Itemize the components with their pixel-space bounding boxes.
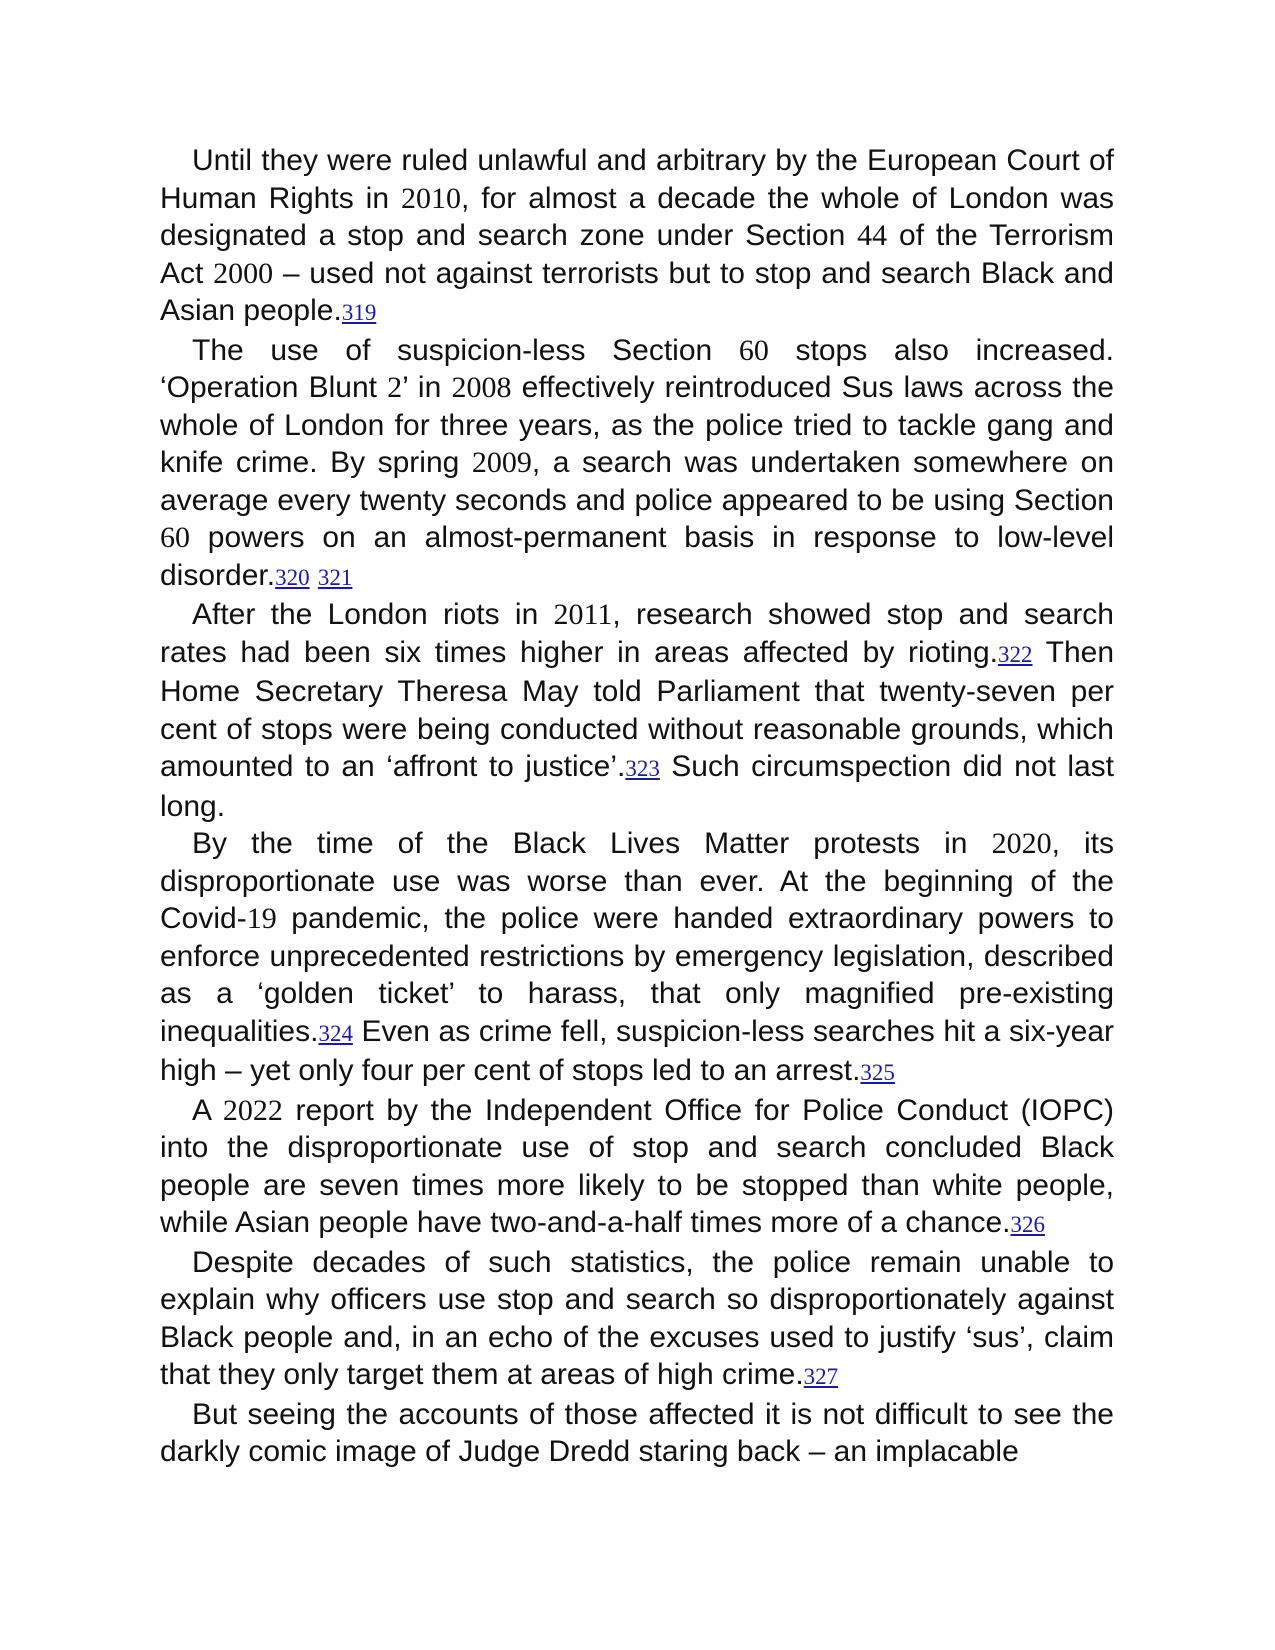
- footnote-link[interactable]: 322: [998, 641, 1033, 667]
- text-segment: Until they were ruled unlawful and arbitrary by the European Court of Human Rights in: [160, 144, 1114, 215]
- text-segment: , for almost a decade the whole of London was designated a stop and search zone under Section: [160, 181, 1114, 252]
- text-segment: A: [192, 1093, 223, 1127]
- footnote-link[interactable]: 324: [318, 1020, 353, 1046]
- text-segment: – used not against terrorists but to stop and search Black and Asian people.: [160, 256, 1114, 327]
- text-segment: Then Home Secretary Theresa May told Parliament that twenty-seven per cent of stops were being conducted without reasonable grounds, which amounted to an ‘affront to justice’.: [160, 635, 1114, 783]
- paragraph: [160, 596, 1114, 825]
- numeral: 2022: [222, 1093, 283, 1127]
- numeral: 2: [387, 371, 403, 404]
- footnote-link[interactable]: 325: [860, 1060, 895, 1085]
- text-segment: , research showed stop and search rates had been six times higher in areas affected by rioting.: [160, 598, 1114, 669]
- numeral: 2008: [451, 371, 512, 404]
- paragraph: [160, 332, 1114, 597]
- text-segment: Even as crime fell, suspicion-less searches hit a six-year high – yet only four per cent of stops led to an arrest.: [160, 1014, 1114, 1087]
- text-segment: Despite decades of such statistics, the police remain unable to explain why officers use stop and search so disproportionately against Black people and, in an echo of the excuses used to justify ‘sus’, claim that they only target them at areas of high crime.: [160, 1245, 1114, 1391]
- numeral: 19: [246, 902, 277, 935]
- text-segment: [310, 559, 318, 592]
- paragraph: [160, 142, 1114, 332]
- text-segment: stops also increased. ‘Operation Blunt: [160, 333, 1115, 404]
- page-body: [160, 142, 1114, 1471]
- footnote-link[interactable]: 323: [625, 756, 660, 781]
- numeral: 60: [160, 521, 190, 554]
- numeral: 2009: [471, 446, 532, 479]
- paragraph: [160, 1396, 1114, 1471]
- footnote-link[interactable]: 319: [341, 300, 377, 325]
- footnote-link[interactable]: 321: [317, 564, 353, 590]
- numeral: 2020: [991, 827, 1052, 860]
- text-segment: By the time of the Black Lives Matter protests in: [192, 827, 992, 860]
- paragraph: [160, 1092, 1114, 1244]
- paragraph: [160, 1244, 1114, 1396]
- text-segment: After the London riots in: [192, 598, 554, 631]
- text-segment: powers on an almost-permanent basis in response to low-level disorder.: [160, 521, 1114, 592]
- text-segment: But seeing the accounts of those affected it is not difficult to see the darkly comic image of Judge Dredd staring back – an implacable: [160, 1397, 1114, 1468]
- footnote-link[interactable]: 327: [803, 1364, 839, 1389]
- footnote-link[interactable]: 326: [1010, 1212, 1045, 1237]
- numeral: 44: [857, 219, 888, 252]
- numeral: 60: [738, 333, 769, 367]
- footnote-link[interactable]: 320: [275, 564, 310, 590]
- numeral: 2000: [213, 256, 274, 290]
- text-segment: The use of suspicion-less Section: [192, 333, 739, 367]
- paragraph: [160, 825, 1114, 1092]
- text-segment: Such circumspection did not last long.: [160, 750, 1114, 823]
- text-segment: , a search was undertaken somewhere on average every twenty seconds and police appeared to be using Section: [160, 446, 1115, 517]
- numeral: 2010: [400, 181, 461, 215]
- text-segment: of the Terrorism Act: [160, 219, 1114, 290]
- numeral: 2011: [553, 598, 613, 631]
- text-segment: report by the Independent Office for Police Conduct (IOPC) into the disproportionate use of stop and search concluded Black people are seven times more likely to be stopped than white people, while Asian people have two-and-a-half times more of a chance.: [160, 1093, 1114, 1239]
- text-segment: ’ in: [402, 371, 452, 404]
- text-segment: pandemic, the police were handed extraordinary powers to enforce unprecedented restrictions by emergency legislation, described as a ‘golden ticket’ to harass, that only magnified pre-existing inequalities.: [160, 902, 1114, 1048]
- text-segment: effectively reintroduced Sus laws across the whole of London for three years, as the police tried to tackle gang and knife crime. By spring: [160, 371, 1114, 479]
- text-segment: , its disproportionate use was worse than ever. At the beginning of the Covid-: [160, 827, 1114, 935]
